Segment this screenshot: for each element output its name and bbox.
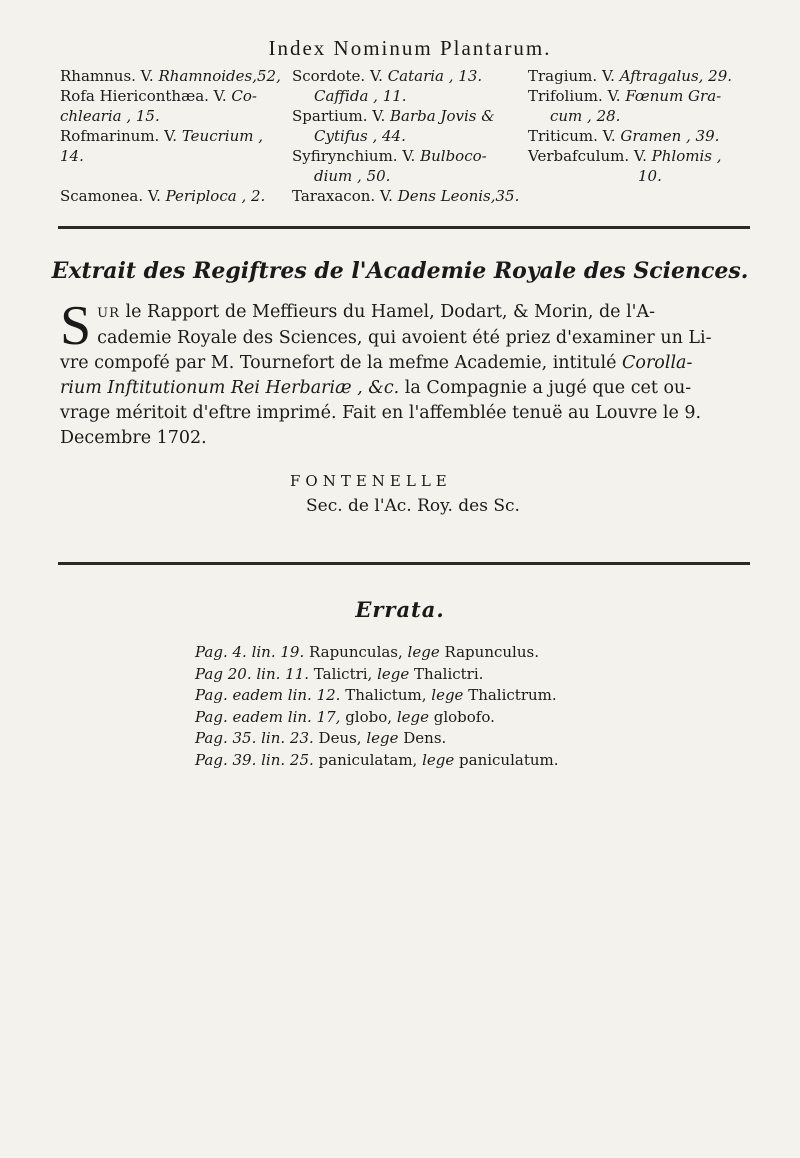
text-line: Decembre 1702. xyxy=(60,428,207,448)
index-column-1 xyxy=(60,66,285,206)
index-entry: Spartium. V. Barba Jovis & xyxy=(292,107,495,125)
index-entry: Rofa Hiericonthæa. V. Co- xyxy=(60,87,257,105)
errata-list xyxy=(195,642,695,771)
extrait-heading: Extrait des Regiftres de l'Academie Royale des Sciences. xyxy=(51,258,749,284)
index-entry: 14. xyxy=(60,147,84,165)
index-entry: Trifolium. V. Fœnum Gra- xyxy=(528,87,722,105)
index-entry: chlearia , 15. xyxy=(60,107,160,125)
ornamental-rule xyxy=(58,226,750,229)
index-entry: 10. xyxy=(638,167,662,185)
index-entry: Tragium. V. Aftragalus, 29. xyxy=(528,67,733,85)
text-line: cademie Royale des Sciences, qui avoient été priez d'examiner un Li- xyxy=(97,328,712,348)
index-entry: Rofmarinum. V. Teucrium , xyxy=(60,127,264,145)
extrait-body xyxy=(60,295,760,451)
index-entry: Scamonea. V. Periploca , 2. xyxy=(60,187,266,205)
index-column-3 xyxy=(528,66,758,186)
text-line: rium Inftitutionum Rei Herbariæ , &c. la Compagnie a jugé que cet ou- xyxy=(60,378,692,398)
index-column-2 xyxy=(292,66,527,206)
errata-item: Pag. eadem lin. 12. Thalictum, lege Thalictrum. xyxy=(195,686,557,704)
index-entry: Verbafculum. V. Phlomis , xyxy=(528,147,722,165)
errata-item: Pag. 4. lin. 19. Rapunculas, lege Rapunculus. xyxy=(195,643,539,661)
index-entry: Syfirynchium. V. Bulboco- xyxy=(292,147,487,165)
index-entry: Scordote. V. Cataria , 13. xyxy=(292,67,483,85)
running-head: Index Nominum Plantarum. xyxy=(268,36,552,60)
index-entry: dium , 50. xyxy=(314,167,391,185)
drop-cap: S xyxy=(60,295,92,357)
text-line: vrage méritoit d'eftre imprimé. Fait en l'affemblée tenuë au Louvre le 9. xyxy=(60,403,702,423)
errata-item: Pag. eadem lin. 17, globo, lege globofo. xyxy=(195,707,495,726)
text-line: vre compofé par M. Tournefort de la mefme Academie, intitulé Corolla- xyxy=(60,353,693,373)
text-line: UR le Rapport de Meffieurs du Hamel, Dodart, & Morin, de l'A- xyxy=(97,302,656,322)
signature-name: FONTENELLE xyxy=(290,472,452,490)
index-entry: Rhamnus. V. Rhamnoides,52, xyxy=(60,67,281,85)
errata-item: Pag 20. lin. 11. Talictri, lege Thalictri. xyxy=(195,664,484,683)
errata-item: Pag. 35. lin. 23. Deus, lege Dens. xyxy=(195,729,447,747)
index-entry: cum , 28. xyxy=(550,107,621,125)
errata-heading: Errata. xyxy=(355,597,445,622)
errata-item: Pag. 39. lin. 25. paniculatam, lege paniculatum. xyxy=(195,750,559,769)
index-entry: Triticum. V. Gramen , 39. xyxy=(528,127,720,145)
index-entry: Taraxacon. V. Dens Leonis,35. xyxy=(292,187,520,205)
index-entry: Caffida , 11. xyxy=(314,87,407,105)
ornamental-rule xyxy=(58,562,750,565)
signature-title: Sec. de l'Ac. Roy. des Sc. xyxy=(306,496,520,516)
index-entry: Cytifus , 44. xyxy=(314,127,406,145)
